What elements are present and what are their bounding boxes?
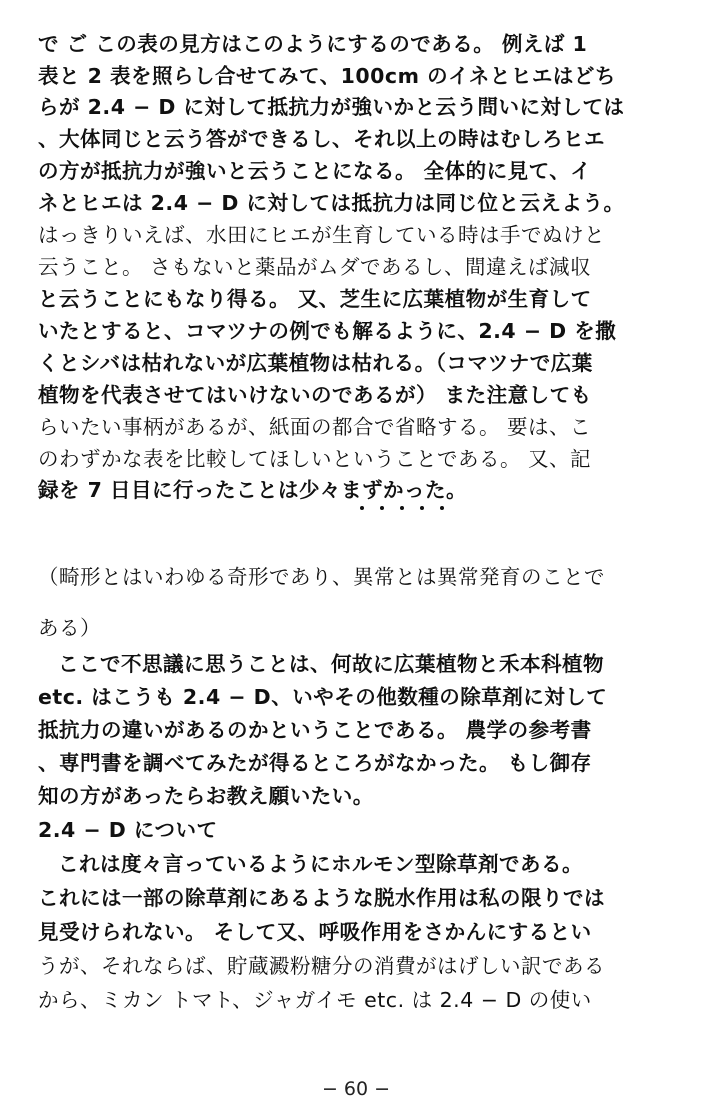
text-line: らが 2.4 − D に対して抵抗力が強いかと云う問いに対しては — [38, 95, 625, 119]
text-line: から、ミカン トマト、ジャガイモ etc. は 2.4 − D の使い — [38, 988, 592, 1012]
text-line: 植物を代表させてはいけないのであるが） また注意しても — [38, 383, 592, 407]
text-line: これは度々言っているようにホルモン型除草剤である。 — [58, 852, 583, 876]
text-line: これには一部の除草剤にあるような脱水作用は私の限りでは — [38, 886, 605, 910]
text-line: 云うこと。 さもないと薬品がムダであるし、間違えば減収 — [38, 255, 592, 279]
text-line: の方が抵抗力が強いと云うことになる。 全体的に見て、イ — [38, 159, 592, 183]
text-line: うが、それならば、貯蔵澱粉糖分の消費がはげしい訳である — [38, 954, 605, 978]
text-line: ネとヒエは 2.4 − D に対しては抵抗力は同じ位と云えよう。 — [38, 191, 625, 215]
emphasis-dot — [360, 506, 364, 510]
emphasis-dot — [440, 506, 444, 510]
text-line: いたとすると、コマツナの例でも解るように、2.4 − D を撒 — [38, 319, 617, 343]
text-line: はっきりいえば、水田にヒエが生育している時は手でぬけと — [38, 223, 605, 247]
text-line: 、大体同じと云う答ができるし、それ以上の時はむしろヒエ — [38, 127, 605, 151]
text-line: で ご この表の見方はこのようにするのである。 例えば 1 — [38, 32, 588, 56]
text-line: ある） — [38, 616, 101, 640]
emphasis-dot — [420, 506, 424, 510]
text-line: （畸形とはいわゆる奇形であり、異常とは異常発育のことで — [38, 565, 605, 589]
text-line: のわずかな表を比較してほしいということである。 又、記 — [38, 447, 592, 471]
text-line: ここで不思議に思うことは、何故に広葉植物と禾本科植物 — [58, 652, 604, 676]
page-number: − 60 − — [321, 1078, 391, 1100]
text-line: と云うことにもなり得る。 又、芝生に広葉植物が生育して — [38, 287, 592, 311]
text-line: 、専門書を調べてみたが得るところがなかった。 もし御存 — [38, 751, 592, 775]
emphasis-dot — [400, 506, 404, 510]
text-line: etc. はこうも 2.4 − D、いやその他数種の除草剤に対して — [38, 685, 608, 709]
text-line: らいたい事柄があるが、紙面の都合で省略する。 要は、こ — [38, 415, 592, 439]
text-line: 知の方があったらお教え願いたい。 — [38, 784, 374, 808]
emphasis-dot — [380, 506, 384, 510]
text-line: 録を 7 日目に行ったことは少々まずかった。 — [38, 478, 468, 502]
text-line: 表と 2 表を照らし合せてみて、100cm のイネとヒエはどち — [38, 64, 616, 88]
text-line: 見受けられない。 そして又、呼吸作用をさかんにするとい — [38, 920, 592, 944]
text-line: 抵抗力の違いがあるのかということである。 農学の参考書 — [38, 718, 592, 742]
section-heading: 2.4 − D について — [38, 818, 218, 842]
emphasis-dots — [0, 503, 712, 513]
text-line: くとシバは枯れないが広葉植物は枯れる。（コマツナで広葉 — [38, 351, 593, 375]
